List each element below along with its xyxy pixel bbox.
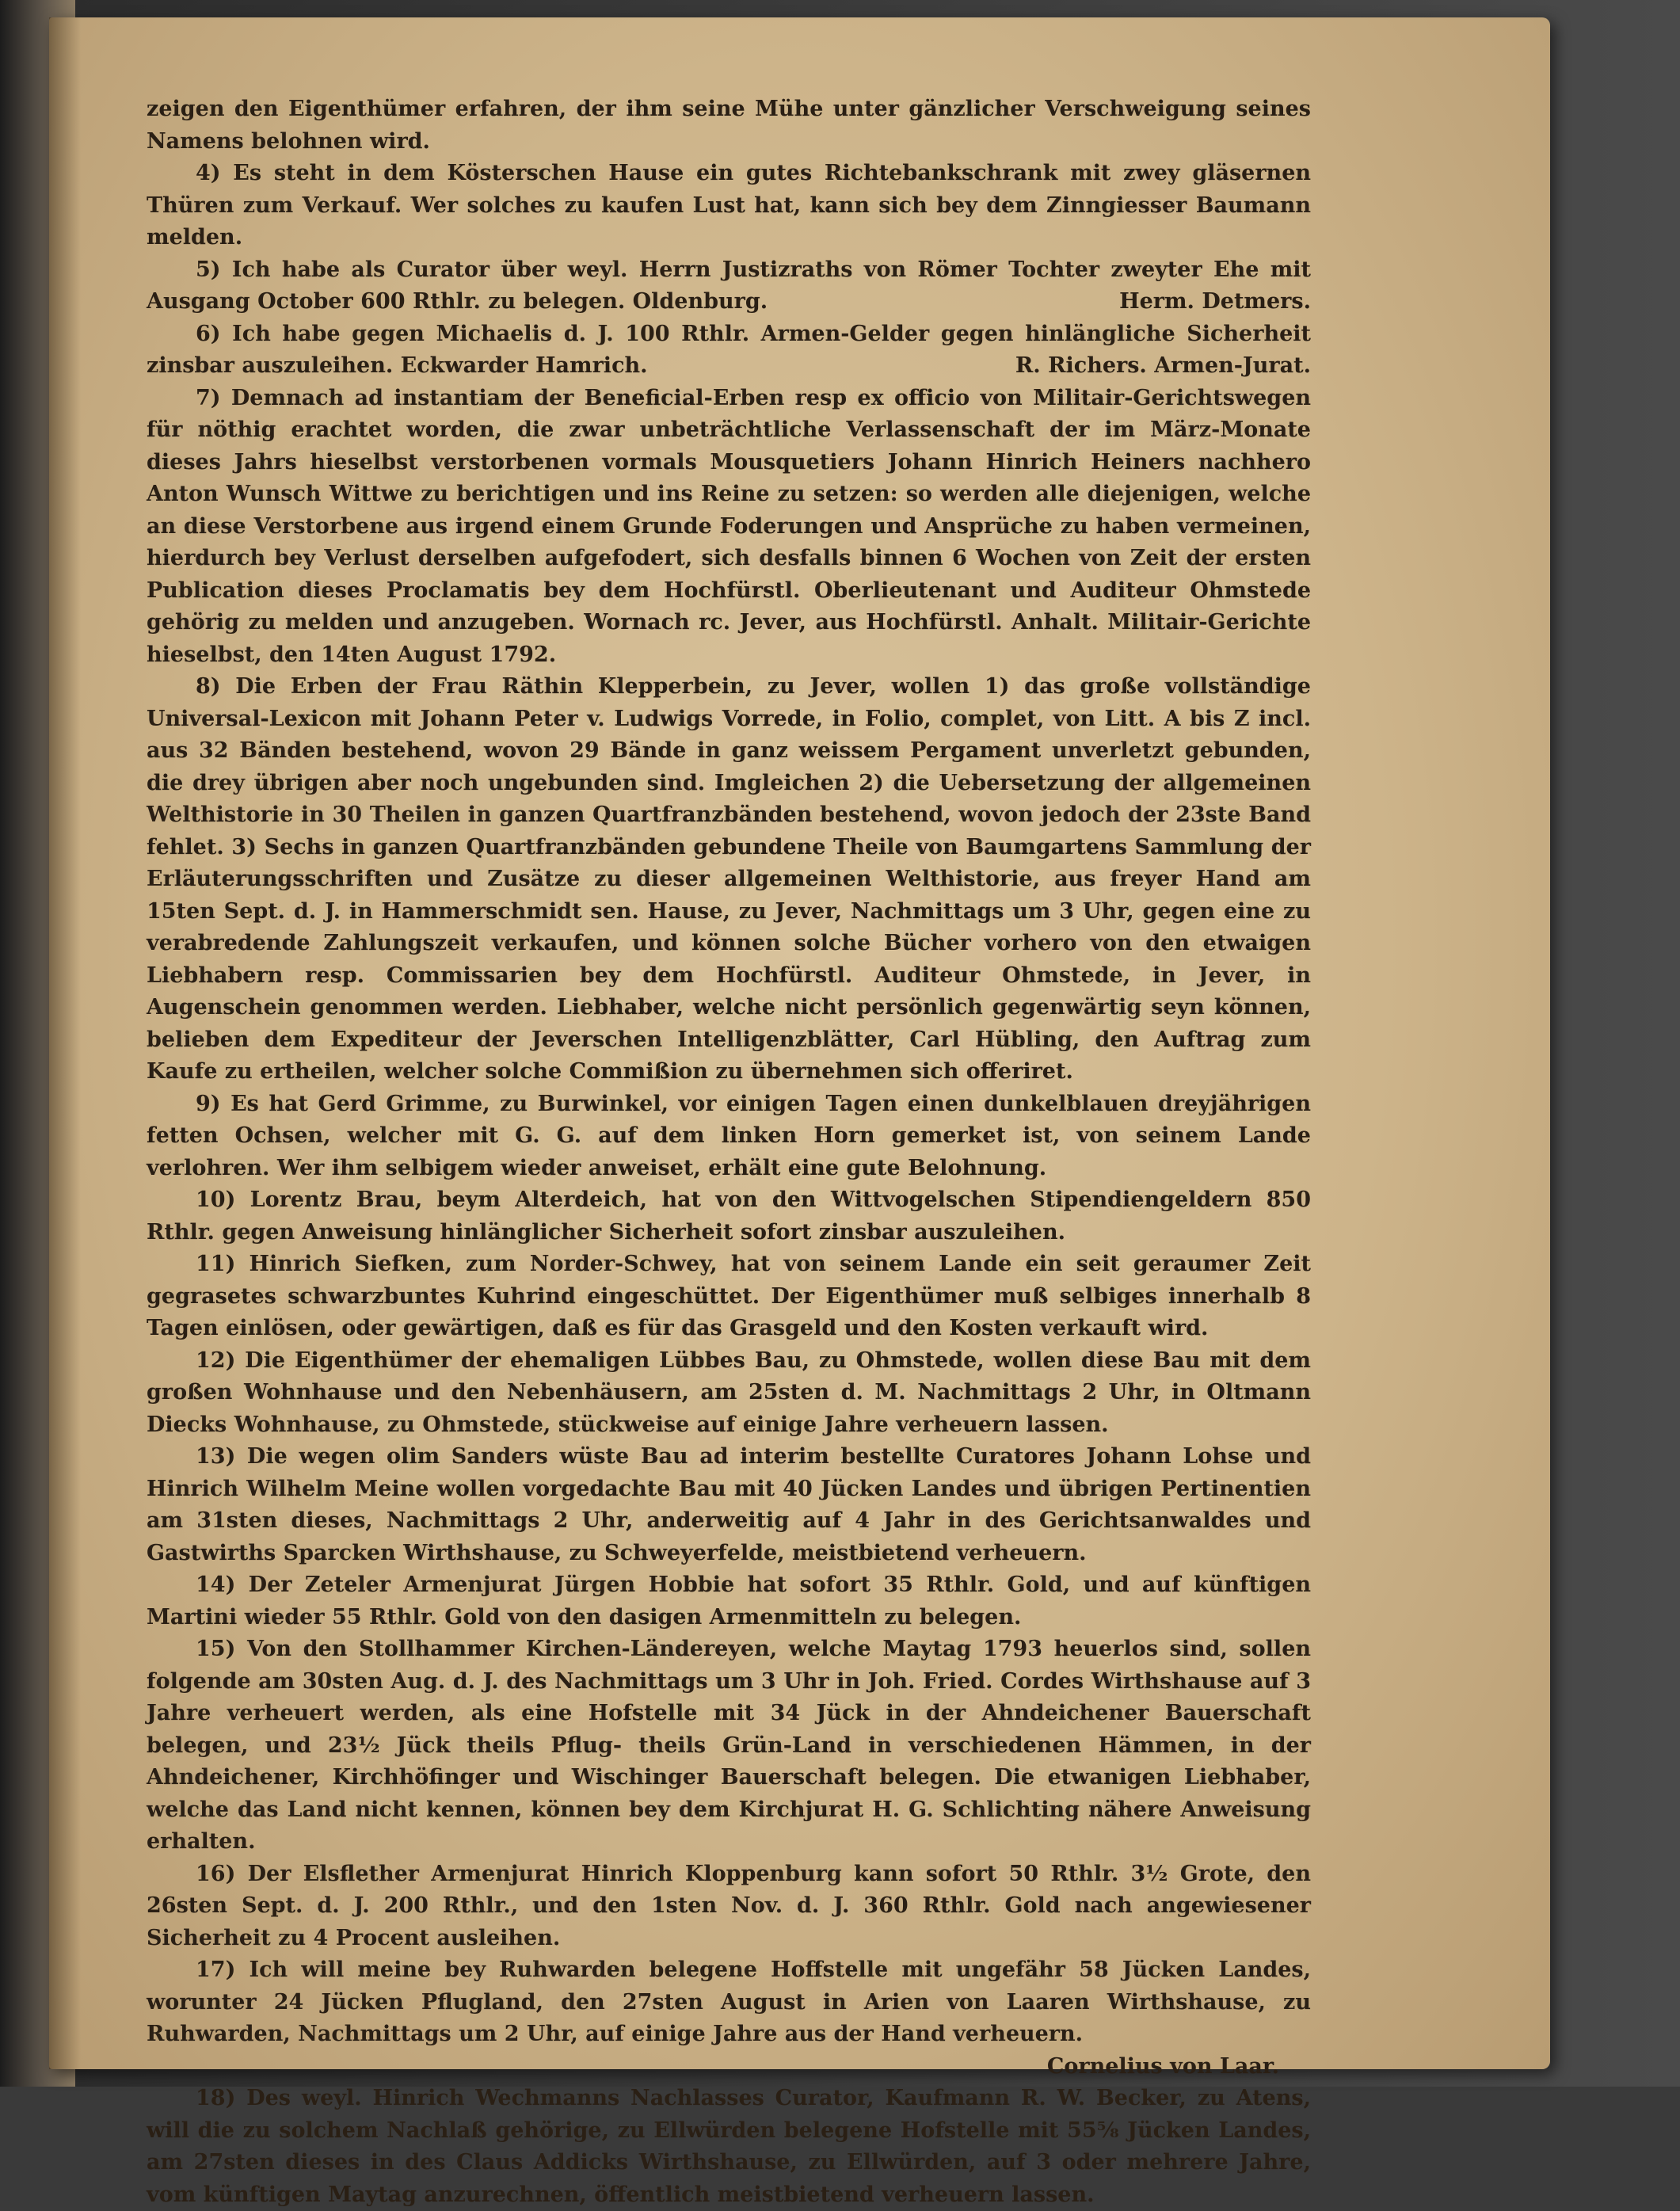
notice-7: 7) Demnach ad instantiam der Beneficial-Erben resp ex officio von Militair-Gerichtswegen für nöthig erachtet worden, die zwar unbeträchtliche Verlassenschaft der im März-Monate dieses Jahrs hieselbst verstorbenen vormals Mousquetiers Johann Hinrich Heiners nachhero Anton Wunsch Wittwe zu berichtigen und ins Reine zu setzen: so werden alle diejenigen, welche an diese Verstorbene aus irgend einem Grunde Foderungen und Ansprüche zu haben vermeinen, hierdurch bey Verlust derselben aufgefodert, sich desfalls binnen 6 Wochen von Zeit der ersten Publication dieses Proclamatis bey dem Hochfürstl. Oberlieutenant und Auditeur Ohmstede gehörig zu melden und anzugeben. Wornach rc. Jever, aus Hochfürstl. Anhalt. Militair-Gerichte hieselbst, den 14ten August 1792. [147,385,1311,667]
paragraph-continuation: zeigen den Eigenthümer erfahren, der ihm seine Mühe unter gänzlicher Verschweigung seines Namens belohnen wird. [147,97,1311,154]
notice-14: 14) Der Zeteler Armenjurat Jürgen Hobbie hat sofort 35 Rthlr. Gold, und auf künftigen Martini wieder 55 Rthlr. Gold von den dasigen Armenmitteln zu belegen. [147,1572,1311,1630]
page-gutter-shadow [49,17,81,2069]
notice-6-signature: R. Richers. Armen-Jurat. [1015,353,1311,378]
notice-9: 9) Es hat Gerd Grimme, zu Burwinkel, vor einigen Tagen einen dunkelblauen dreyjährigen fetten Ochsen, welcher mit G. G. auf dem linken Horn gemerket ist, von seinem Lande verlohren. Wer ihm selbigem wieder anweiset, erhält eine gute Belohnung. [147,1091,1311,1180]
notice-4: 4) Es steht in dem Kösterschen Hause ein gutes Richtebankschrank mit zwey gläsernen Thüren zum Verkauf. Wer solches zu kaufen Lust hat, kann sich bey dem Zinngiesser Baumann melden. [147,161,1311,250]
notice-10: 10) Lorentz Brau, beym Alterdeich, hat von den Wittvogelschen Stipendiengeldern 850 Rthlr. gegen Anweisung hinlänglicher Sicherheit sofort zinsbar auszuleihen. [147,1187,1311,1245]
notice-18: 18) Des weyl. Hinrich Wechmanns Nachlasses Curator, Kaufmann R. W. Becker, zu Atens, will die zu solchem Nachlaß gehörige, zu Ellwürden belegene Hofstelle mit 55⅝ Jücken Landes, am 27sten dieses in des Claus Addicks Wirthshause, zu Ellwürden, auf 3 oder mehrere Jahre, vom künftigen Maytag anzurechnen, öffentlich meistbietend verheuern lassen. [147,2086,1311,2207]
notice-15: 15) Von den Stollhammer Kirchen-Ländereyen, welche Maytag 1793 heuerlos sind, sollen folgende am 30sten Aug. d. J. des Nachmittags um 3 Uhr in Joh. Fried. Cordes Wirthshause auf 3 Jahre verheuert werden, als eine Hofstelle mit 34 Jück in der Ahndeichener Bauerschaft belegen, und 23½ Jück theils Pflug- theils Grün-Land in verschiedenen Hämmen, in der Ahndeichener, Kirchhöfinger und Wischinger Bauerschaft belegen. Die etwanigen Liebhaber, welche das Land nicht kennen, können bey dem Kirchjurat H. G. Schlichting nähere Anweisung erhalten. [147,1637,1311,1854]
notice-6 [147,318,1311,383]
notice-17-signature: Cornelius von Laar. [1046,2053,1279,2079]
notice-5 [147,254,1311,318]
notice-5-text: 5) Ich habe als Curator über weyl. Herrn Justizraths von Römer Tochter zweyter Ehe mit Ausgang October 600 Rthlr. zu belegen. Oldenburg. [147,257,1311,314]
notice-16: 16) Der Elsflether Armenjurat Hinrich Kloppenburg kann sofort 50 Rthlr. 3½ Grote, den 26sten Sept. d. J. 200 Rthlr., und den 1sten Nov. d. J. 360 Rthlr. Gold nach angewiesener Sicherheit zu 4 Procent ausleihen. [147,1861,1311,1950]
notice-6-text: 6) Ich habe gegen Michaelis d. J. 100 Rthlr. Armen-Gelder gegen hinlängliche Sicherheit zinsbar auszuleihen. Eckwarder Hamrich. [147,321,1311,378]
notice-11: 11) Hinrich Siefken, zum Norder-Schwey, hat von seinem Lande ein seit geraumer Zeit gegrasetes schwarzbuntes Kuhrind eingeschüttet. Der Eigenthümer muß selbiges innerhalb 8 Tagen einlösen, oder gewärtigen, daß es für das Grasgeld und den Kosten verkauft wird. [147,1252,1311,1340]
notice-5-signature: Herm. Detmers. [1119,289,1311,314]
notice-8: 8) Die Erben der Frau Räthin Klepperbein, zu Jever, wollen 1) das große vollständige Universal-Lexicon mit Johann Peter v. Ludwigs Vorrede, in Folio, complet, von Litt. A bis Z incl. aus 32 Bänden bestehend, wovon 29 Bände in ganz weissem Pergament unverletzt gebunden, die drey übrigen aber noch ungebunden sind. Imgleichen 2) die Uebersetzung der allgemeinen Welthistorie in 30 Theilen in ganzen Quartfranzbänden bestehend, wovon jedoch der 23ste Band fehlet. 3) Sechs in ganzen Quartfranzbänden gebundene Theile von Baumgartens Sammlung der Erläuterungsschriften und Zusätze zu dieser allgemeinen Welthistorie, aus freyer Hand am 15ten Sept. d. J. in Hammerschmidt sen. Hause, zu Jever, Nachmittags um 3 Uhr, gegen eine zu verabredende Zahlungszeit verkaufen, und können solche Bücher vorhero von den etwaigen Liebhabern resp. Commissarien bey dem Hochfürstl. Auditeur Ohmstede, in Jever, in Augenschein genommen werden. Liebhaber, welche nicht persönlich gegenwärtig seyn können, belieben dem Expediteur der Jeverschen Intelligenzblätter, Carl Hübling, den Auftrag zum Kaufe zu ertheilen, welcher solche Commißion zu übernehmen sich offeriret. [147,674,1311,1084]
notice-17: 17) Ich will meine bey Ruhwarden belegene Hoffstelle mit ungefähr 58 Jücken Landes, worunter 24 Jücken Pflugland, den 27sten August in Arien von Laaren Wirthshause, zu Ruhwarden, Nachmittags um 2 Uhr, auf einige Jahre aus der Hand verheuern. [147,1957,1311,2046]
notice-12: 12) Die Eigenthümer der ehemaligen Lübbes Bau, zu Ohmstede, wollen diese Bau mit dem großen Wohnhause und den Nebenhäusern, am 25sten d. M. Nachmittags 2 Uhr, in Oltmann Diecks Wohnhause, zu Ohmstede, stückweise auf einige Jahre verheuern lassen. [147,1348,1311,1437]
notice-13: 13) Die wegen olim Sanders wüste Bau ad interim bestellte Curatores Johann Lohse und Hinrich Wilhelm Meine wollen vorgedachte Bau mit 40 Jücken Landes und übrigen Pertinentien am 31sten dieses, Nachmittags 2 Uhr, anderweitig auf 4 Jahr in des Gerichtsanwaldes und Gastwirths Sparcken Wirthshause, zu Schweyerfelde, meistbietend verheuern. [147,1444,1311,1565]
document-body [147,93,1311,2211]
